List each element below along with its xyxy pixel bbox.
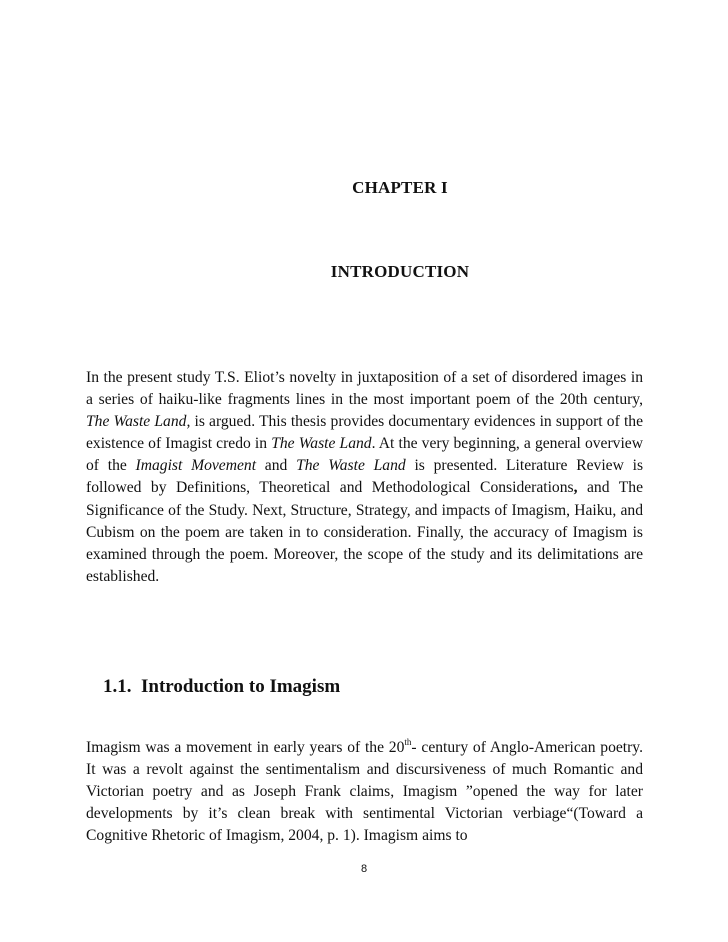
intro-text-6: and The Significance of the Study. Next, Structure, Strategy, and impacts of Imagism, Haiku, and Cubism on the poem are taken in to consideration. Finally, the accuracy of Imagism is examined through the poem. Moreover, the scope of the study and its delimitations are established.	[86, 479, 643, 585]
chapter-title: INTRODUCTION	[330, 262, 470, 281]
section-number: 1.1.	[103, 676, 132, 697]
intro-poem-title-1: The Waste Land,	[86, 413, 191, 431]
page-number: 8	[360, 863, 368, 875]
intro-text-1: In the present study T.S. Eliot’s novelty in juxtaposition of a set of disordered images in a series of haiku-like fragments lines in the most important poem of the 20th century,	[86, 369, 643, 409]
intro-text-4: and	[256, 457, 297, 475]
intro-text-3: . At the very beginning, a general overview of the	[86, 435, 643, 475]
intro-poem-title-2: The Waste Land	[271, 435, 372, 453]
imagism-paragraph	[86, 737, 643, 847]
intro-movement-title: Imagist Movement	[135, 457, 257, 475]
chapter-label: CHAPTER I	[352, 178, 448, 197]
section-title: Introduction to Imagism	[141, 676, 341, 697]
imagism-text-1: Imagism was a movement in early years of the 20	[86, 739, 405, 756]
imagism-text-2: - century of Anglo-American poetry. It was a revolt against the sentimentalism and discursiveness of much Romantic and Victorian poetry and as Joseph Frank claims, Imagism ”opened the way for later developments by it’s clean break with sentimental Victorian verbiage“(Toward a Cognitive Rhetoric of Imagism, 2004, p. 1). Imagism aims to	[86, 739, 643, 845]
intro-poem-title-3: The Waste Land	[296, 457, 406, 475]
intro-bold-comma: ,	[573, 479, 578, 497]
section-heading	[103, 676, 340, 698]
intro-text-2: is argued. This thesis provides documentary evidences in support of the existence of Imagist credo in	[86, 413, 643, 453]
intro-text-5: is presented. Literature Review is followed by Definitions, Theoretical and Methodological Considerations	[86, 457, 644, 497]
ordinal-superscript: th	[404, 737, 412, 747]
intro-paragraph	[86, 367, 643, 588]
